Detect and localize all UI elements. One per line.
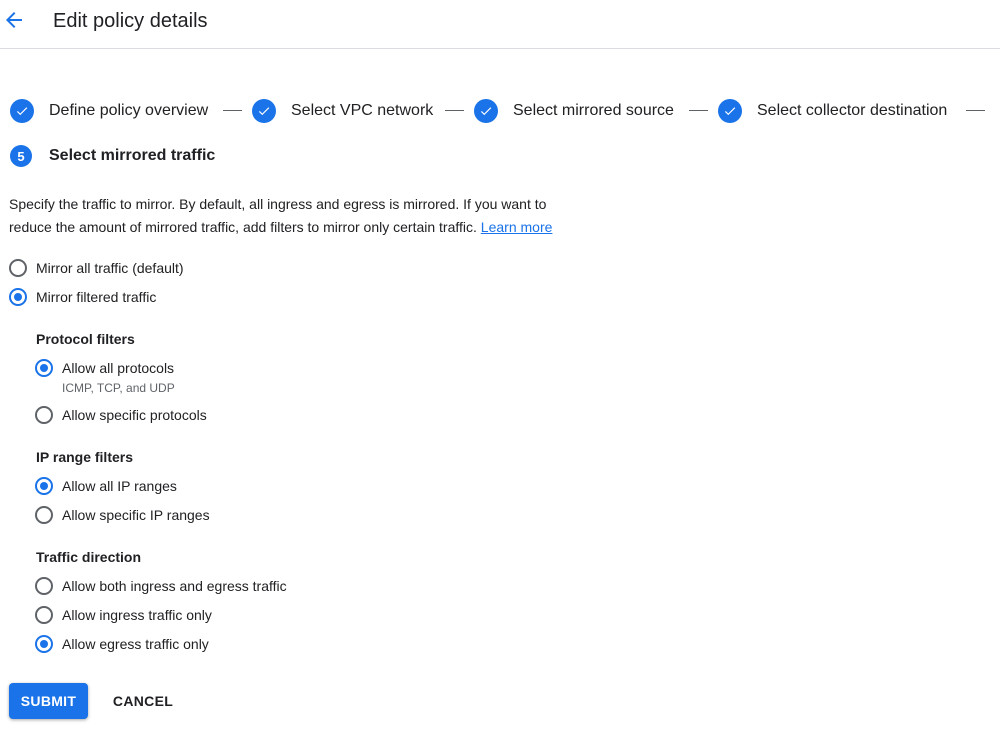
submit-button[interactable]: SUBMIT [9, 683, 88, 719]
cancel-button[interactable]: CANCEL [104, 683, 182, 719]
step-description [9, 193, 589, 238]
radio-label: Allow both ingress and egress traffic [62, 578, 287, 594]
page-title: Edit policy details [53, 10, 208, 32]
radio-allow-ingress-only[interactable] [35, 605, 212, 625]
step-define-policy-overview[interactable] [10, 99, 208, 123]
step-label: Select collector destination [757, 102, 948, 119]
radio-label: Allow specific IP ranges [62, 507, 210, 523]
radio-unchecked-icon[interactable] [35, 606, 53, 624]
step-connector [445, 110, 464, 111]
current-step-label: Select mirrored traffic [49, 147, 216, 164]
radio-unchecked-icon[interactable] [35, 506, 53, 524]
step-connector [966, 110, 985, 111]
description-text: Specify the traffic to mirror. By default, all ingress and egress is mirrored. If you want to reduce the amount of mirrored traffic, add filters to mirror only certain traffic. [9, 196, 547, 235]
radio-mirror-all-traffic[interactable] [9, 258, 184, 278]
step-label: Select mirrored source [513, 102, 674, 119]
radio-label: Allow egress traffic only [62, 636, 209, 652]
check-circle-icon [252, 99, 276, 123]
radio-allow-both-directions[interactable] [35, 576, 287, 596]
check-circle-icon [474, 99, 498, 123]
learn-more-link[interactable]: Learn more [480, 218, 553, 235]
radio-unchecked-icon[interactable] [35, 577, 53, 595]
radio-checked-icon[interactable] [35, 635, 53, 653]
step-select-vpc-network[interactable] [252, 99, 433, 123]
protocols-sublabel: ICMP, TCP, and UDP [62, 381, 175, 395]
radio-label: Mirror all traffic (default) [36, 260, 184, 276]
radio-unchecked-icon[interactable] [9, 259, 27, 277]
step-label: Define policy overview [49, 102, 209, 119]
step-label: Select VPC network [291, 102, 434, 119]
radio-checked-icon[interactable] [35, 477, 53, 495]
step-select-mirrored-traffic [10, 145, 215, 167]
step-number-badge: 5 [10, 145, 32, 167]
page-header [0, 0, 1000, 49]
traffic-direction-title: Traffic direction [36, 549, 142, 565]
check-circle-icon [10, 99, 34, 123]
ip-range-filters-title: IP range filters [36, 449, 134, 465]
stepper [10, 99, 1000, 123]
radio-checked-icon[interactable] [35, 359, 53, 377]
radio-allow-all-protocols[interactable] [35, 358, 174, 378]
radio-allow-egress-only[interactable] [35, 634, 209, 654]
protocol-filters-title: Protocol filters [36, 331, 135, 347]
radio-label: Mirror filtered traffic [36, 289, 157, 305]
radio-allow-specific-protocols[interactable] [35, 405, 207, 425]
check-circle-icon [718, 99, 742, 123]
arrow-left-icon[interactable] [2, 8, 26, 32]
radio-label: Allow all IP ranges [62, 478, 177, 494]
step-connector [689, 110, 708, 111]
radio-checked-icon[interactable] [9, 288, 27, 306]
step-connector [223, 110, 242, 111]
radio-mirror-filtered-traffic[interactable] [9, 287, 156, 307]
radio-allow-all-ip-ranges[interactable] [35, 476, 177, 496]
radio-label: Allow all protocols [62, 360, 175, 376]
radio-unchecked-icon[interactable] [35, 406, 53, 424]
radio-label: Allow specific protocols [62, 407, 207, 423]
step-select-collector-destination[interactable] [718, 99, 947, 123]
step-select-mirrored-source[interactable] [474, 99, 674, 123]
radio-allow-specific-ip-ranges[interactable] [35, 505, 210, 525]
radio-label: Allow ingress traffic only [62, 607, 212, 623]
